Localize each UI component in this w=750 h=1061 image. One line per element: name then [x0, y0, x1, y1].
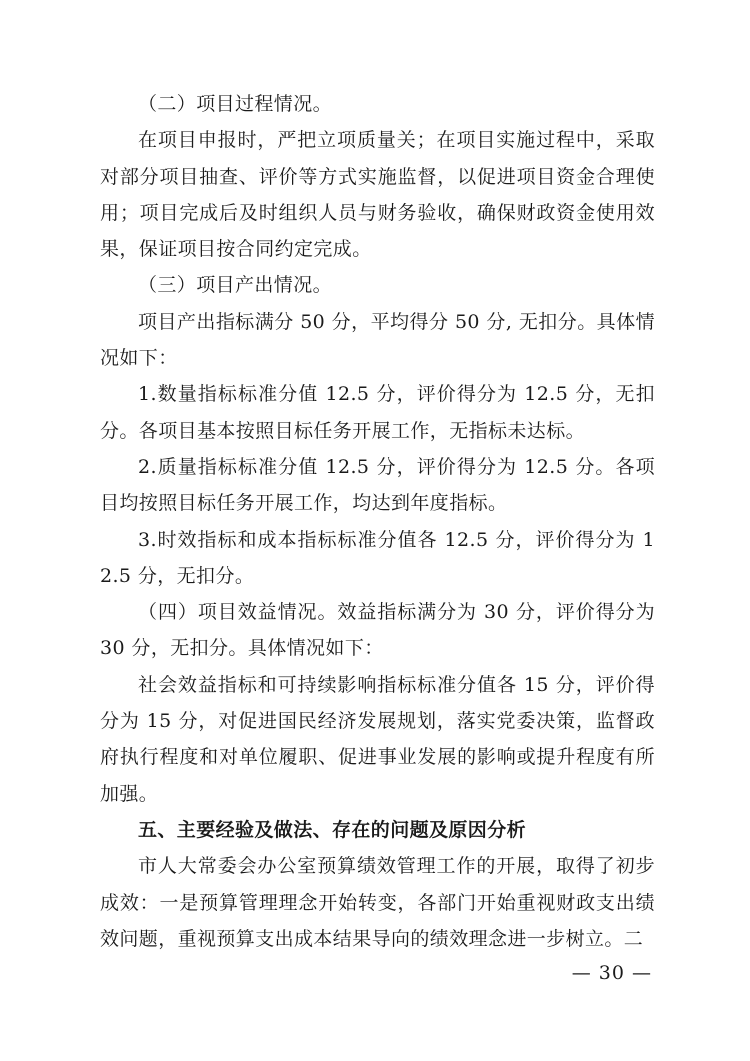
paragraph-output-summary: 项目产出指标满分 50 分，平均得分 50 分, 无扣分。具体情况如下：: [100, 310, 655, 370]
paragraph-benefit-summary: （四）项目效益情况。效益指标满分为 30 分，评价得分为 30 分，无扣分。具体情况如下：: [100, 601, 655, 660]
paragraph-process-detail: 在项目申报时，严把立项质量关；在项目实施过程中，采取对部分项目抽查、评价等方式实施监督，以促进项目资金合理使用；项目完成后及时组织人员与财务验收，确保财政资金使用效果，保证项目按合同约定完成。: [100, 129, 655, 261]
page-number: — 30 —: [571, 962, 652, 984]
paragraph-experience-detail: 市人大常委会办公室预算绩效管理工作的开展，取得了初步成效：一是预算管理理念开始转变，各部门开始重视财政支出绩效问题，重视预算支出成本结果导向的绩效理念进一步树立。二: [100, 855, 655, 950]
section-heading-output: （三）项目产出情况。: [138, 274, 333, 297]
paragraph-timeliness-cost-indicator: 3.时效指标和成本指标标准分值各 12.5 分，评价得分为 12.5 分，无扣分。: [100, 528, 655, 587]
paragraph-quality-indicator: 2.质量指标标准分值 12.5 分，评价得分为 12.5 分。各项目均按照目标任务开展工作，均达到年度指标。: [100, 455, 655, 515]
paragraph-social-benefit: 社会效益指标和可持续影响指标标准分值各 15 分，评价得分为 15 分，对促进国民经济发展规划，落实党委决策，监督政府执行程度和对单位履职、促进事业发展的影响或提升程度有所加强。: [100, 673, 655, 805]
section-heading-process: （二）项目过程情况。: [138, 93, 333, 115]
chapter-heading-experience: 五、主要经验及做法、存在的问题及原因分析: [138, 818, 527, 841]
paragraph-quantity-indicator: 1.数量指标标准分值 12.5 分，评价得分为 12.5 分，无扣分。各项目基本按照目标任务开展工作，无指标未达标。: [100, 383, 655, 442]
